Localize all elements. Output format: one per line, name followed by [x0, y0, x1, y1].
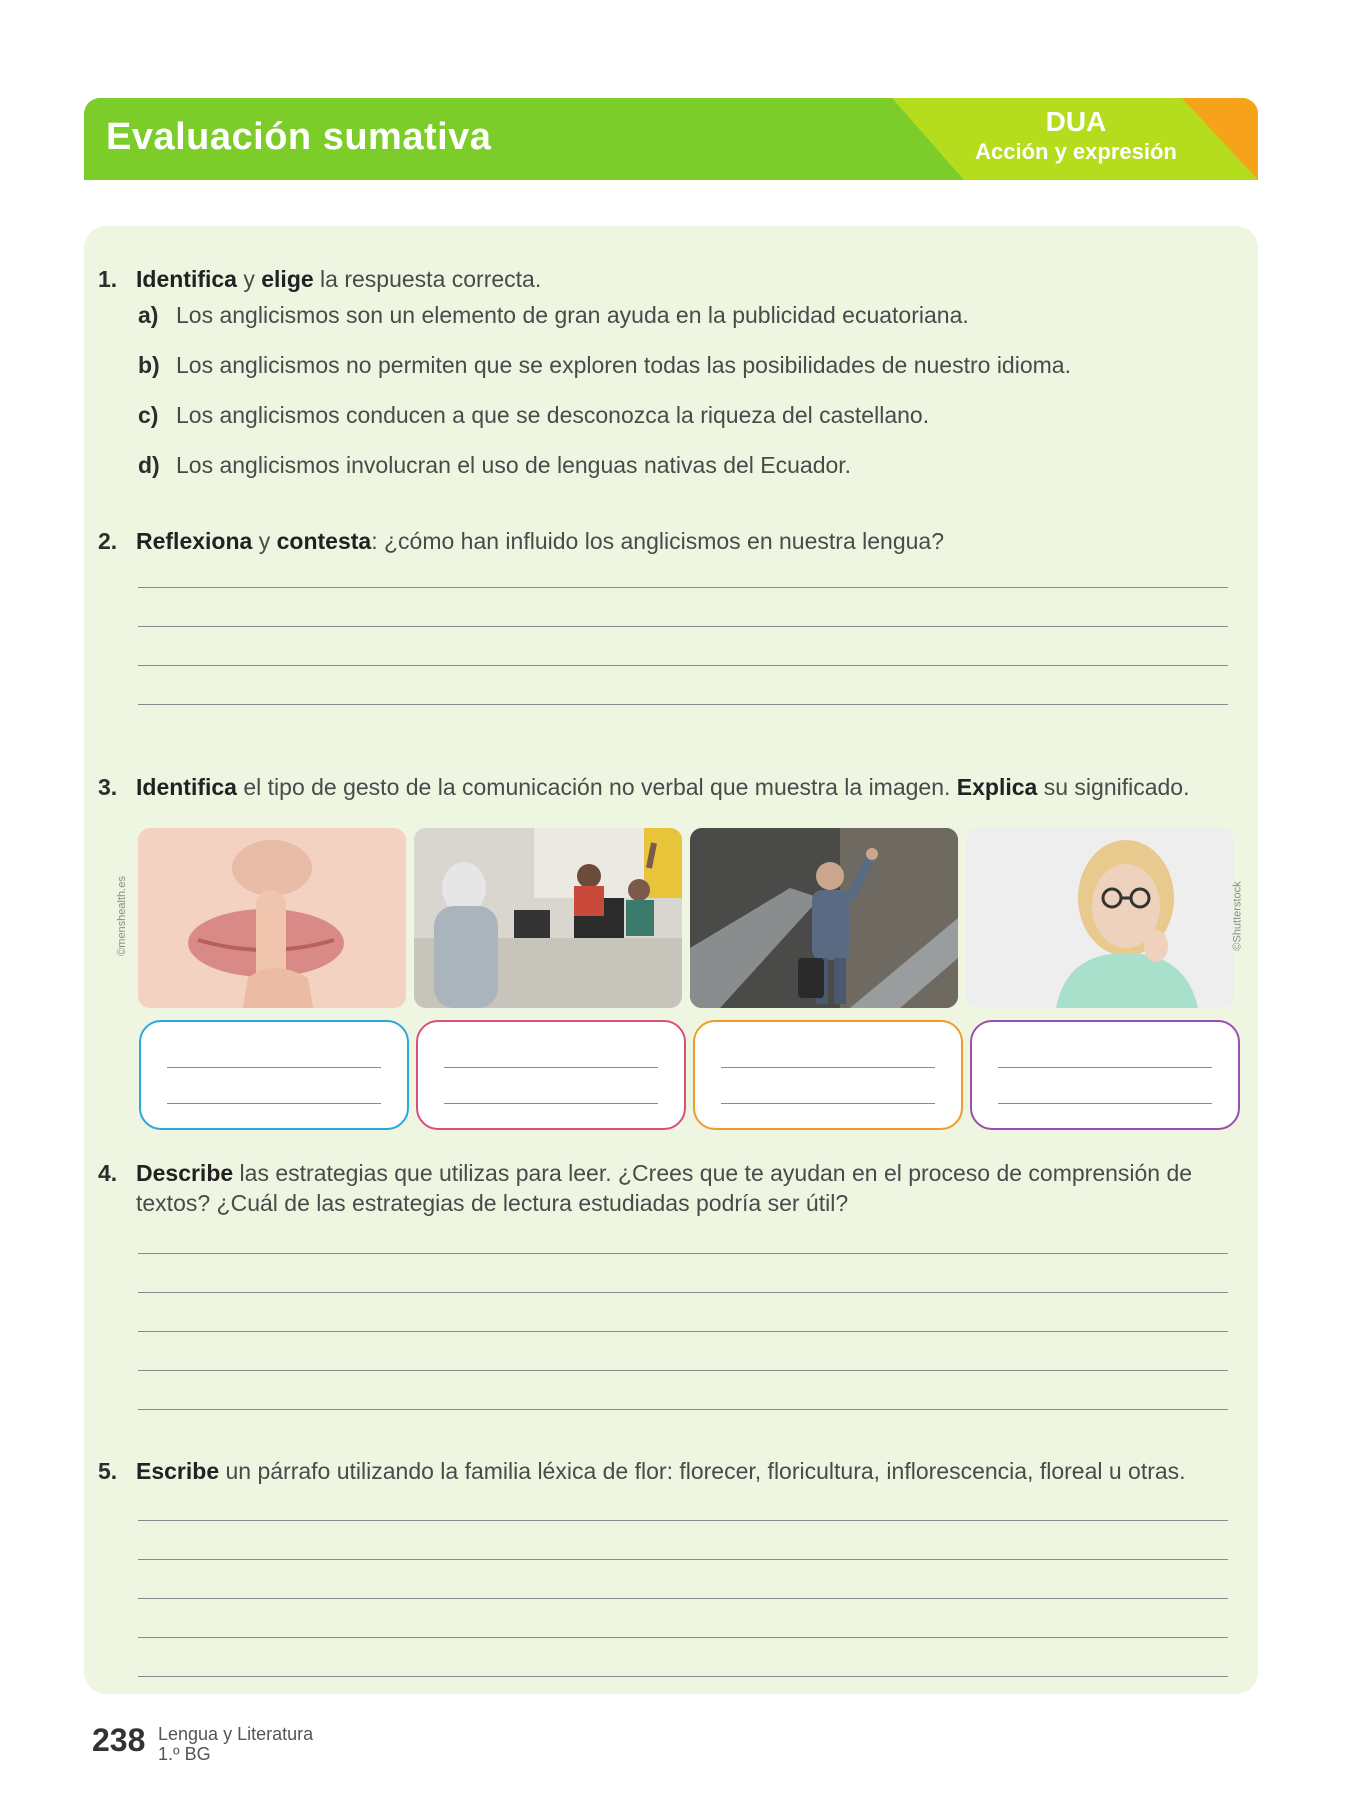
- dua-label: [956, 106, 1196, 166]
- answer-line[interactable]: [138, 1559, 1228, 1560]
- footer-subject: Lengua y Literatura: [158, 1724, 314, 1744]
- answer-line[interactable]: [138, 665, 1228, 666]
- question-number: 3.: [98, 774, 118, 800]
- answer-box-2[interactable]: [416, 1020, 686, 1130]
- answer-box-4[interactable]: [970, 1020, 1240, 1130]
- answer-line[interactable]: [138, 1409, 1228, 1410]
- answer-line[interactable]: [138, 1598, 1228, 1599]
- photo-man-waving: [690, 828, 958, 1008]
- answer-box-1[interactable]: [139, 1020, 409, 1130]
- photo-woman-thinking: [966, 828, 1234, 1008]
- question-number: 1.: [98, 266, 118, 292]
- question-4: [98, 1158, 1248, 1222]
- question-number: 4.: [98, 1160, 118, 1186]
- question-text: Reflexiona y contesta: ¿cómo han influido los anglicismos en nuestra lengua?: [136, 528, 944, 554]
- question-text: Identifica el tipo de gesto de la comunicación no verbal que muestra la imagen. Explica su significado.: [136, 774, 1190, 800]
- photo-credit-right: ©Shutterstock: [1231, 881, 1244, 951]
- question-text: Identifica y elige la respuesta correcta.: [136, 266, 542, 292]
- question-text: Escribe un párrafo utilizando la familia léxica de flor: florecer, floricultura, inflorescencia, floreal u otras.: [136, 1458, 1186, 1484]
- answer-line[interactable]: [138, 587, 1228, 588]
- answer-line[interactable]: [138, 1253, 1228, 1254]
- dua-title: DUA: [1045, 106, 1107, 137]
- answer-line[interactable]: [138, 1520, 1228, 1521]
- answer-box-3[interactable]: [693, 1020, 963, 1130]
- photo-classroom-hands-raised: [414, 828, 682, 1008]
- photo-credit-left: ©menshealth.es: [115, 876, 128, 956]
- answer-line[interactable]: [138, 1637, 1228, 1638]
- footer-grade: 1.º BG: [158, 1744, 211, 1764]
- answer-line[interactable]: [138, 1370, 1228, 1371]
- answer-line[interactable]: [138, 1676, 1228, 1677]
- dua-subtitle: Acción y expresión: [975, 139, 1177, 164]
- answer-line[interactable]: [138, 626, 1228, 627]
- photo-silence-gesture: [138, 828, 406, 1008]
- question-number: 2.: [98, 528, 118, 554]
- question-text: Describe las estrategias que utilizas para leer. ¿Crees que te ayudan en el proceso de comprensión de textos? ¿Cuál de las estrategias de lectura estudiadas podría ser útil?: [136, 1160, 1193, 1216]
- page-number: 238: [92, 1722, 146, 1758]
- answer-line[interactable]: [138, 1292, 1228, 1293]
- page-title: Evaluación sumativa: [106, 116, 492, 158]
- answer-line[interactable]: [138, 1331, 1228, 1332]
- answer-line[interactable]: [138, 704, 1228, 705]
- question-number: 5.: [98, 1458, 118, 1484]
- header-banner: [84, 98, 1258, 180]
